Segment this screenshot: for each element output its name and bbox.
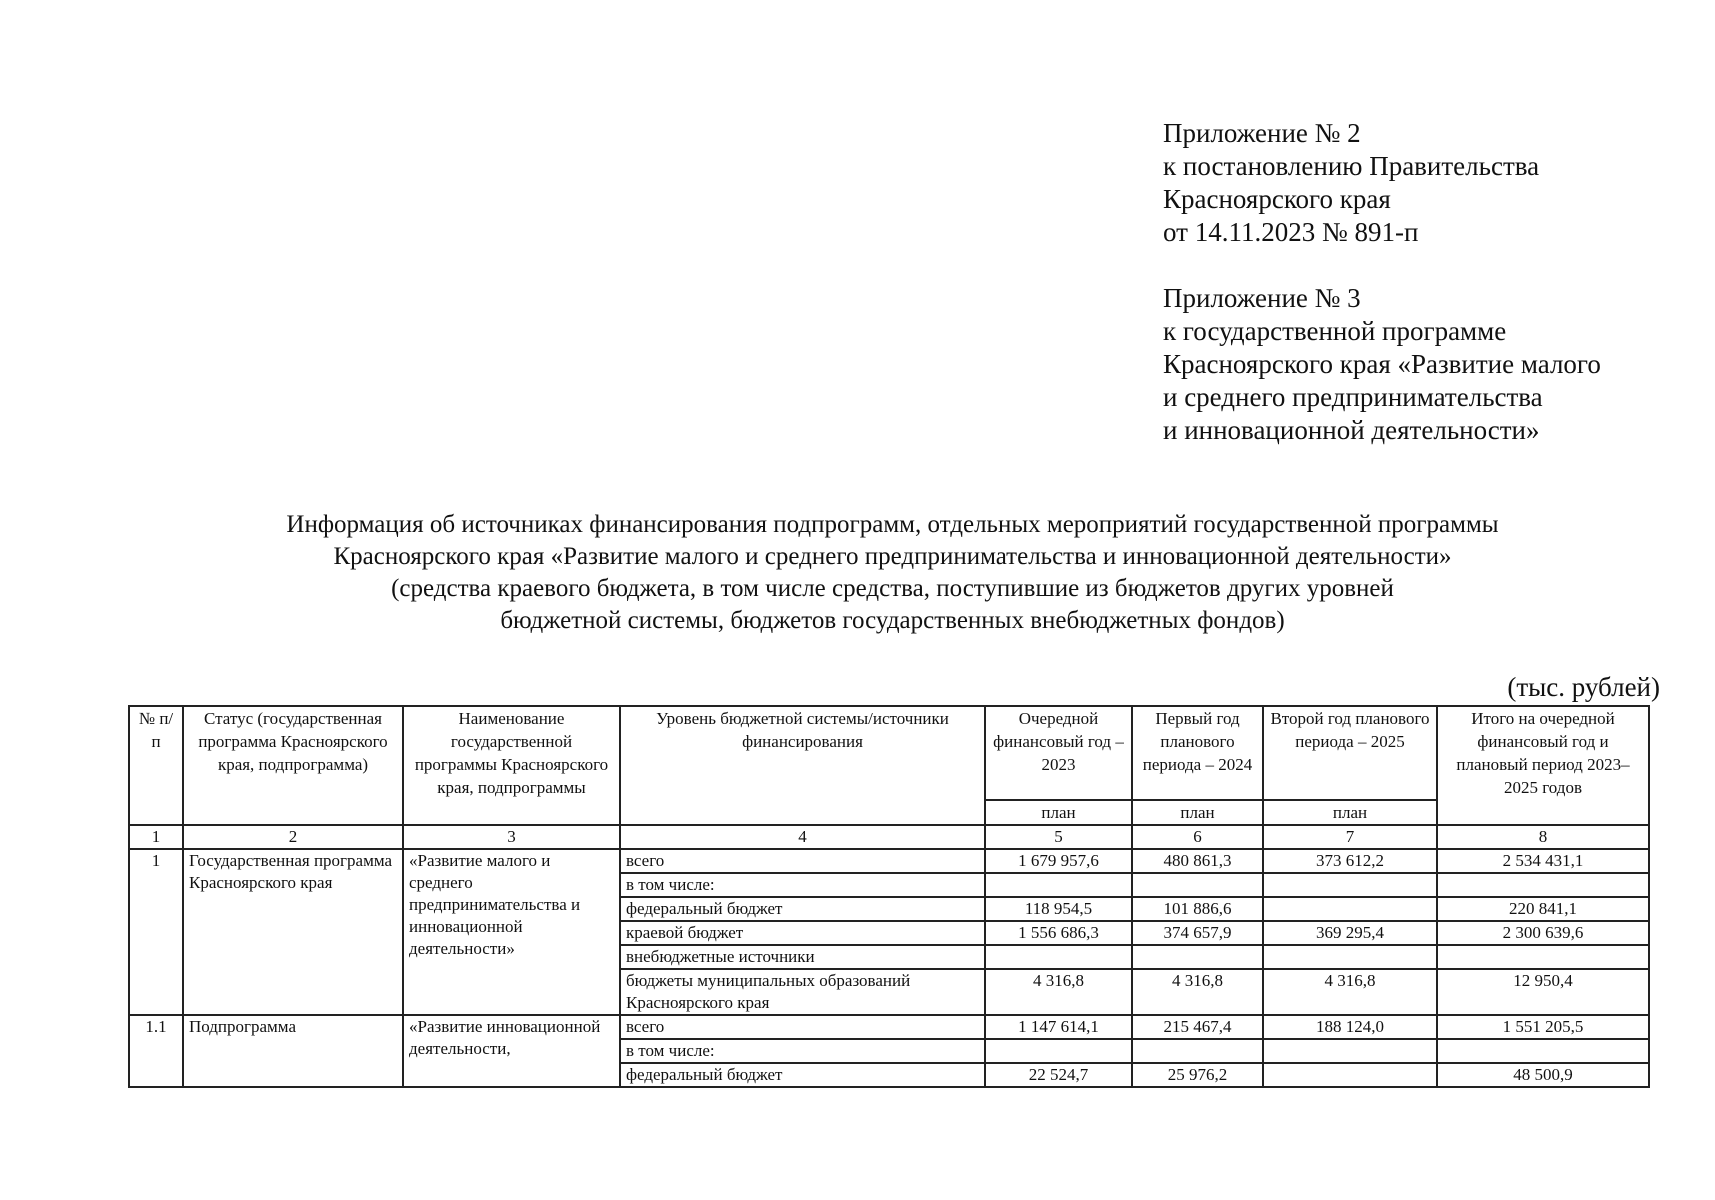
row-level: всего <box>620 849 985 873</box>
value-2025: 373 612,2 <box>1263 849 1437 873</box>
value-2023 <box>985 1039 1132 1063</box>
row-num: 1 <box>129 849 183 1015</box>
title-line: Красноярского края «Развитие малого и среднего предпринимательства и инновационной деятельности» <box>333 543 1452 570</box>
title-line: бюджетной системы, бюджетов государственных внебюджетных фондов) <box>500 607 1285 634</box>
appendix-3-line: Красноярского края «Развитие малого <box>1163 349 1601 379</box>
appendix-3-line: к государственной программе <box>1163 316 1507 346</box>
row-level: федеральный бюджет <box>620 1063 985 1087</box>
appendix-3-line: Приложение № 3 <box>1163 283 1361 313</box>
row-num: 1.1 <box>129 1015 183 1087</box>
row-status: Государственная программа Красноярского края <box>183 849 403 1015</box>
column-number: 3 <box>403 825 620 849</box>
value-2023 <box>985 873 1132 897</box>
appendix-2-block <box>1163 117 1539 249</box>
appendix-2-line: от 14.11.2023 № 891-п <box>1163 217 1419 247</box>
value-2024: 215 467,4 <box>1132 1015 1263 1039</box>
column-number: 2 <box>183 825 403 849</box>
document-title <box>120 509 1665 637</box>
header-row <box>129 706 1649 800</box>
value-2025: 4 316,8 <box>1263 969 1437 1015</box>
value-2024 <box>1132 873 1263 897</box>
header-level: Уровень бюджетной системы/источники финансирования <box>620 706 985 825</box>
row-status: Подпрограмма <box>183 1015 403 1087</box>
appendix-3-block <box>1163 282 1601 447</box>
plan-label: план <box>1263 800 1437 825</box>
header-name: Наименование государственной программы Красноярского края, подпрограммы <box>403 706 620 825</box>
column-number: 5 <box>985 825 1132 849</box>
value-2024 <box>1132 1039 1263 1063</box>
value-2024: 25 976,2 <box>1132 1063 1263 1087</box>
title-line: (средства краевого бюджета, в том числе средства, поступившие из бюджетов других уровней <box>391 575 1394 602</box>
units-label: (тыс. рублей) <box>1507 672 1660 702</box>
row-program-name: «Развитие малого и среднего предпринимательства и инновационной деятельности» <box>403 849 620 1015</box>
value-2025: 188 124,0 <box>1263 1015 1437 1039</box>
value-2025 <box>1263 873 1437 897</box>
column-number: 7 <box>1263 825 1437 849</box>
value-2023: 1 556 686,3 <box>985 921 1132 945</box>
value-2025 <box>1263 897 1437 921</box>
header-total: Итого на очередной финансовый год и плановый период 2023–2025 годов <box>1437 706 1649 825</box>
column-number: 6 <box>1132 825 1263 849</box>
value-2023 <box>985 945 1132 969</box>
row-level: внебюджетные источники <box>620 945 985 969</box>
row-level: всего <box>620 1015 985 1039</box>
table-row <box>129 1015 1649 1039</box>
appendix-3-line: и инновационной деятельности» <box>1163 415 1540 445</box>
value-2023: 118 954,5 <box>985 897 1132 921</box>
value-2024 <box>1132 945 1263 969</box>
value-2025 <box>1263 1063 1437 1087</box>
value-total: 48 500,9 <box>1437 1063 1649 1087</box>
plan-label: план <box>1132 800 1263 825</box>
value-total <box>1437 873 1649 897</box>
appendix-2-line: Красноярского края <box>1163 184 1391 214</box>
row-level: краевой бюджет <box>620 921 985 945</box>
column-number: 4 <box>620 825 985 849</box>
value-2023: 1 147 614,1 <box>985 1015 1132 1039</box>
appendix-2-line: к постановлению Правительства <box>1163 151 1540 181</box>
column-number-row <box>129 825 1649 849</box>
appendix-3-line: и среднего предпринимательства <box>1163 382 1543 412</box>
value-total: 12 950,4 <box>1437 969 1649 1015</box>
table-row <box>129 849 1649 873</box>
value-2024: 101 886,6 <box>1132 897 1263 921</box>
value-total <box>1437 945 1649 969</box>
plan-label: план <box>985 800 1132 825</box>
column-number: 1 <box>129 825 183 849</box>
row-program-name: «Развитие инновационной деятельности, <box>403 1015 620 1087</box>
financing-table <box>128 705 1650 1088</box>
value-2025: 369 295,4 <box>1263 921 1437 945</box>
value-total: 1 551 205,5 <box>1437 1015 1649 1039</box>
row-level: в том числе: <box>620 873 985 897</box>
header-num: № п/п <box>129 706 183 825</box>
value-2025 <box>1263 1039 1437 1063</box>
row-level: федеральный бюджет <box>620 897 985 921</box>
header-2025: Второй год планового периода – 2025 <box>1263 706 1437 800</box>
value-2023: 4 316,8 <box>985 969 1132 1015</box>
value-2024: 4 316,8 <box>1132 969 1263 1015</box>
value-2023: 22 524,7 <box>985 1063 1132 1087</box>
value-total <box>1437 1039 1649 1063</box>
value-total: 220 841,1 <box>1437 897 1649 921</box>
value-2024: 374 657,9 <box>1132 921 1263 945</box>
title-line: Информация об источниках финансирования подпрограмм, отдельных мероприятий государственной программы <box>286 511 1499 538</box>
header-2023: Очередной финансовый год – 2023 <box>985 706 1132 800</box>
value-2024: 480 861,3 <box>1132 849 1263 873</box>
row-level: бюджеты муниципальных образований Красноярского края <box>620 969 985 1015</box>
row-level: в том числе: <box>620 1039 985 1063</box>
value-total: 2 300 639,6 <box>1437 921 1649 945</box>
value-2023: 1 679 957,6 <box>985 849 1132 873</box>
appendix-2-line: Приложение № 2 <box>1163 118 1361 148</box>
header-2024: Первый год планового периода – 2024 <box>1132 706 1263 800</box>
column-number: 8 <box>1437 825 1649 849</box>
header-status: Статус (государственная программа Красноярского края, подпрограмма) <box>183 706 403 825</box>
value-total: 2 534 431,1 <box>1437 849 1649 873</box>
value-2025 <box>1263 945 1437 969</box>
